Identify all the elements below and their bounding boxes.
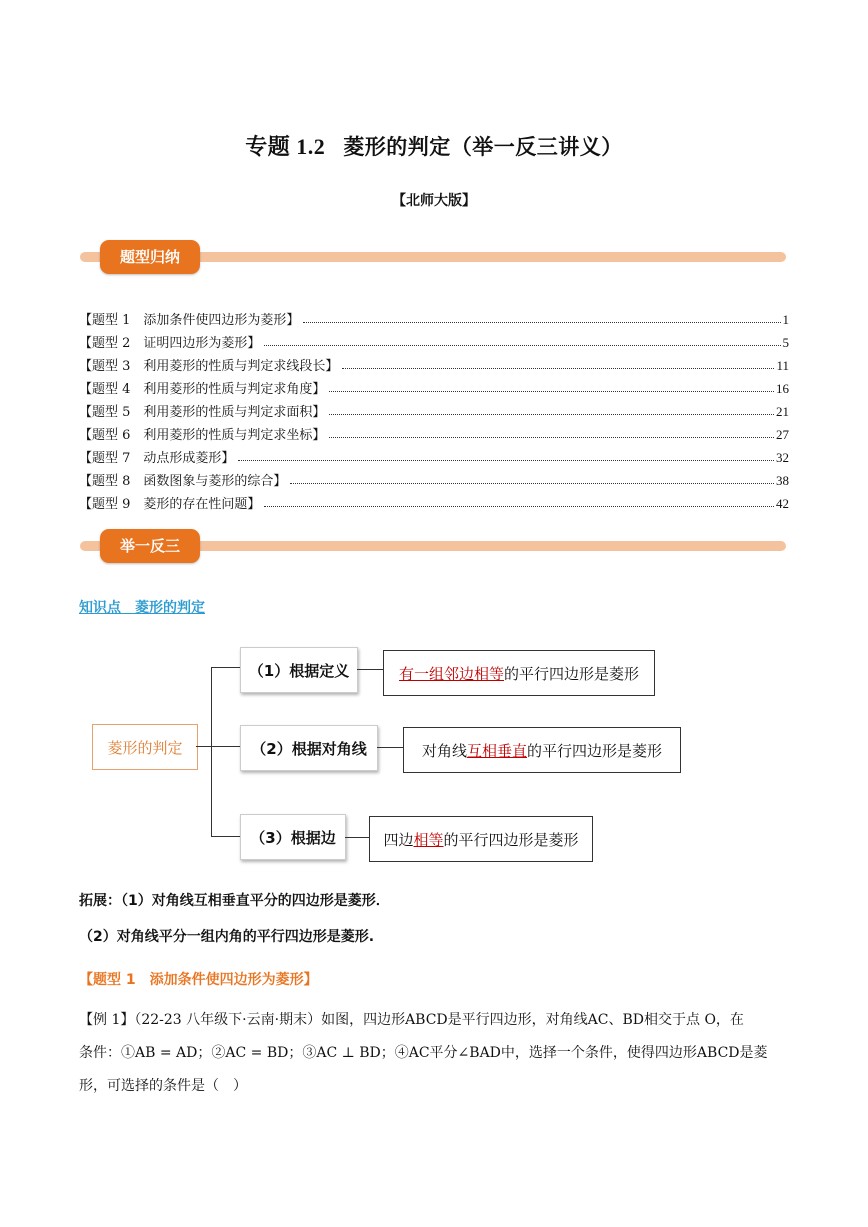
example-line: 【例 1】（22-23 八年级下·云南·期末）如图，四边形ABCD是平行四边形，对角线AC、BD相交于点 O，在 — [79, 1012, 744, 1028]
toc-leader — [238, 460, 774, 461]
connector — [345, 837, 369, 838]
toc-leader — [264, 345, 780, 346]
leaf-text: 对角线 — [421, 741, 467, 760]
diagram-leaf-diagonal — [403, 727, 681, 773]
connector — [357, 669, 383, 670]
leaf-text: 的平行四边形是菱形 — [443, 830, 579, 849]
page-title — [0, 130, 868, 161]
toc-leader — [342, 368, 774, 369]
table-of-contents — [79, 305, 789, 512]
toc-label: 【题型 4 利用菱形的性质与判定求角度】 — [79, 382, 326, 397]
leaf-key-term: 相等 — [413, 830, 444, 849]
toc-leader — [329, 391, 774, 392]
toc-row[interactable] — [79, 374, 789, 397]
toc-label: 【题型 8 函数图象与菱形的综合】 — [79, 474, 287, 489]
toc-row[interactable] — [79, 420, 789, 443]
example-1 — [79, 1004, 789, 1103]
example-line: 条件：①AB = AD；②AC = BD；③AC ⊥ BD；④AC平分∠BAD中，选择一个条件，使得四边形ABCD是菱 — [79, 1045, 768, 1061]
toc-page: 1 — [782, 312, 789, 327]
extension-line-1: 拓展：（1）对角线互相垂直平分的四边形是菱形． — [79, 893, 390, 909]
toc-page: 21 — [776, 404, 789, 419]
leaf-text: 四边 — [383, 830, 414, 849]
toc-page: 42 — [776, 496, 789, 511]
leaf-text: 的平行四边形是菱形 — [527, 741, 663, 760]
toc-label: 【题型 9 菱形的存在性问题】 — [79, 497, 261, 512]
toc-leader — [303, 322, 780, 323]
leaf-key-term: 互相垂直 — [466, 741, 527, 760]
connector — [377, 747, 403, 748]
section-pill-types: 题型归纳 — [100, 240, 200, 274]
toc-label: 【题型 6 利用菱形的性质与判定求坐标】 — [79, 428, 326, 443]
toc-row[interactable] — [79, 489, 789, 512]
section-pill-practice: 举一反三 — [100, 529, 200, 563]
toc-label: 【题型 2 证明四边形为菱形】 — [79, 336, 261, 351]
knowledge-heading: 知识点 菱形的判定 — [79, 600, 205, 616]
toc-page: 32 — [776, 450, 789, 465]
title-number: 专题 1.2 — [245, 134, 326, 159]
title-text: 菱形的判定（举一反三讲义） — [343, 135, 623, 159]
connector — [196, 746, 212, 747]
diagram-root-box: 菱形的判定 — [92, 724, 198, 770]
toc-leader — [329, 414, 774, 415]
question-type-heading: 【题型 1 添加条件使四边形为菱形】 — [79, 972, 318, 988]
toc-row[interactable] — [79, 328, 789, 351]
toc-leader — [290, 483, 774, 484]
toc-row[interactable] — [79, 443, 789, 466]
diagram-branch-side: （3）根据边 — [240, 814, 346, 860]
toc-page: 27 — [776, 427, 789, 442]
toc-label: 【题型 7 动点形成菱形】 — [79, 451, 235, 466]
diagram-leaf-definition — [383, 650, 655, 696]
toc-label: 【题型 1 添加条件使四边形为菱形】 — [79, 313, 300, 328]
connector — [211, 667, 241, 668]
toc-page: 38 — [776, 473, 789, 488]
connector — [211, 746, 241, 747]
toc-page: 11 — [776, 358, 789, 373]
connector — [211, 667, 212, 837]
toc-page: 16 — [776, 381, 789, 396]
edition-label: 【北师大版】 — [392, 193, 476, 209]
example-line: 形，可选择的条件是（ ） — [79, 1078, 247, 1094]
toc-page: 5 — [782, 335, 789, 350]
extension-line-2: （2）对角线平分一组内角的平行四边形是菱形. — [79, 929, 375, 945]
toc-leader — [329, 437, 774, 438]
toc-label: 【题型 5 利用菱形的性质与判定求面积】 — [79, 405, 326, 420]
toc-label: 【题型 3 利用菱形的性质与判定求线段长】 — [79, 359, 339, 374]
toc-row[interactable] — [79, 466, 789, 489]
toc-row[interactable] — [79, 305, 789, 328]
toc-leader — [264, 506, 774, 507]
diagram-branch-diagonal: （2）根据对角线 — [240, 725, 378, 771]
diagram-leaf-side — [369, 816, 593, 862]
diagram-branch-definition: （1）根据定义 — [240, 647, 358, 693]
connector — [211, 836, 241, 837]
toc-row[interactable] — [79, 397, 789, 420]
toc-row[interactable] — [79, 351, 789, 374]
leaf-text: 的平行四边形是菱形 — [504, 664, 640, 683]
leaf-key-term: 有一组邻边相等 — [398, 664, 504, 683]
